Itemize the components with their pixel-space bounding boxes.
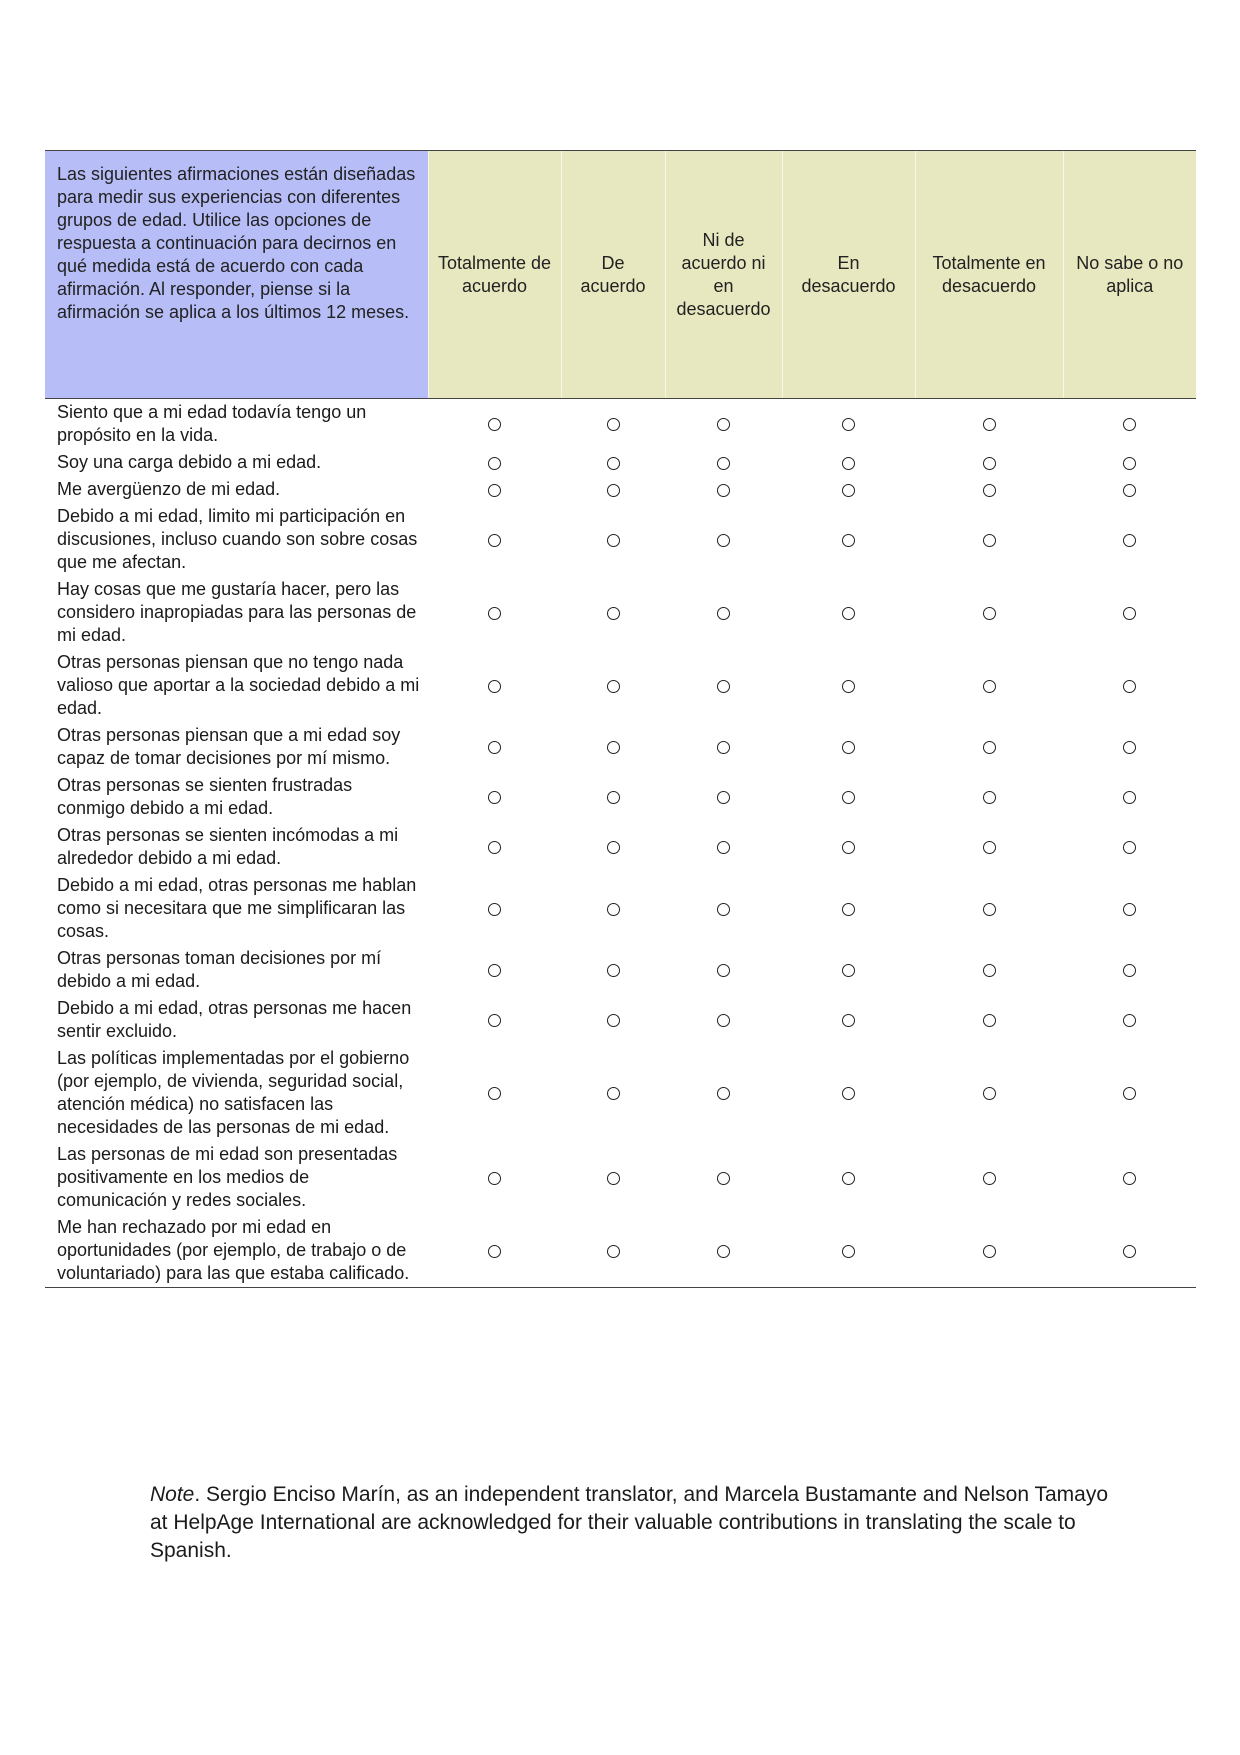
radio-circle-icon[interactable] [488, 680, 501, 693]
option-cell [1063, 872, 1196, 945]
radio-circle-icon[interactable] [607, 964, 620, 977]
note-text: . Sergio Enciso Marín, as an independent translator, and Marcela Bustamante and Nelson Tamayo at HelpAge International are acknowledged for their valuable contributions in translating the scale to Spanish. [150, 1483, 1109, 1562]
table-row [45, 872, 1196, 945]
option-cell [561, 503, 665, 576]
note-label: Note [150, 1483, 195, 1506]
option-cell [665, 945, 782, 995]
radio-circle-icon[interactable] [488, 607, 501, 620]
option-cell [1063, 995, 1196, 1045]
option-cell [665, 649, 782, 722]
option-cell [782, 772, 915, 822]
radio-circle-icon[interactable] [1123, 680, 1136, 693]
option-cell [1063, 503, 1196, 576]
radio-circle-icon[interactable] [842, 607, 855, 620]
radio-circle-icon[interactable] [607, 534, 620, 547]
radio-circle-icon[interactable] [488, 1172, 501, 1185]
radio-circle-icon[interactable] [717, 418, 730, 431]
footnote [150, 1481, 1110, 1565]
option-cell [915, 1141, 1063, 1214]
option-cell [665, 995, 782, 1045]
option-cell [561, 399, 665, 450]
statement-text: Soy una carga debido a mi edad. [57, 452, 322, 472]
option-cell [782, 449, 915, 476]
option-cell [665, 722, 782, 772]
radio-circle-icon[interactable] [488, 457, 501, 470]
radio-circle-icon[interactable] [983, 607, 996, 620]
radio-circle-icon[interactable] [842, 418, 855, 431]
option-cell [428, 576, 561, 649]
radio-circle-icon[interactable] [1123, 1245, 1136, 1258]
option-cell [915, 503, 1063, 576]
option-cell [1063, 576, 1196, 649]
radio-circle-icon[interactable] [983, 841, 996, 854]
option-cell [561, 945, 665, 995]
radio-circle-icon[interactable] [842, 1245, 855, 1258]
radio-circle-icon[interactable] [717, 457, 730, 470]
radio-circle-icon[interactable] [983, 418, 996, 431]
radio-circle-icon[interactable] [607, 484, 620, 497]
option-cell [561, 722, 665, 772]
radio-circle-icon[interactable] [488, 418, 501, 431]
radio-circle-icon[interactable] [488, 841, 501, 854]
option-cell [915, 822, 1063, 872]
option-cell [665, 822, 782, 872]
statement-text: Otras personas piensan que a mi edad soy capaz de tomar decisiones por mí mismo. [57, 725, 401, 768]
option-cell [428, 945, 561, 995]
statement-text: Me han rechazado por mi edad en oportunidades (por ejemplo, de trabajo o de voluntariado) para las que estaba calificado. [45, 1214, 428, 1288]
table-row [45, 995, 1196, 1045]
option-cell [665, 1045, 782, 1141]
radio-circle-icon[interactable] [717, 741, 730, 754]
option-cell [428, 1214, 561, 1288]
statement-text: Debido a mi edad, otras personas me hacen sentir excluido. [57, 998, 412, 1041]
option-cell [1063, 649, 1196, 722]
option-cell [915, 399, 1063, 450]
table-row [45, 945, 1196, 995]
option-cell [665, 772, 782, 822]
option-cell [665, 1214, 782, 1288]
radio-circle-icon[interactable] [842, 741, 855, 754]
radio-circle-icon[interactable] [1123, 1014, 1136, 1027]
option-cell [782, 1141, 915, 1214]
option-cell [782, 1214, 915, 1288]
radio-circle-icon[interactable] [1123, 841, 1136, 854]
option-cell [428, 822, 561, 872]
radio-circle-icon[interactable] [717, 1172, 730, 1185]
option-cell [782, 945, 915, 995]
radio-circle-icon[interactable] [607, 841, 620, 854]
statement-text: Las personas de mi edad son presentadas positivamente en los medios de comunicación y redes sociales. [57, 1144, 398, 1210]
option-cell [915, 649, 1063, 722]
option-cell [665, 872, 782, 945]
option-cell [561, 1045, 665, 1141]
radio-circle-icon[interactable] [983, 457, 996, 470]
radio-circle-icon[interactable] [717, 1087, 730, 1100]
statement-text: Hay cosas que me gustaría hacer, pero las considero inapropiadas para las personas de mi edad. [57, 579, 417, 645]
option-cell [1063, 945, 1196, 995]
radio-circle-icon[interactable] [607, 791, 620, 804]
radio-circle-icon[interactable] [717, 1014, 730, 1027]
radio-circle-icon[interactable] [488, 1014, 501, 1027]
radio-circle-icon[interactable] [983, 1172, 996, 1185]
radio-circle-icon[interactable] [842, 964, 855, 977]
statement-text: Otras personas se sienten incómodas a mi alrededor debido a mi edad. [57, 825, 399, 868]
table-row [45, 1045, 1196, 1141]
option-cell [665, 449, 782, 476]
option-cell [782, 722, 915, 772]
radio-circle-icon[interactable] [842, 680, 855, 693]
radio-circle-icon[interactable] [488, 1245, 501, 1258]
option-cell [915, 872, 1063, 945]
option-cell [1063, 1045, 1196, 1141]
table-row [45, 649, 1196, 722]
option-cell [561, 995, 665, 1045]
option-cell [915, 476, 1063, 503]
radio-circle-icon[interactable] [607, 680, 620, 693]
table-row [45, 1214, 1196, 1288]
radio-circle-icon[interactable] [488, 484, 501, 497]
radio-circle-icon[interactable] [607, 418, 620, 431]
radio-circle-icon[interactable] [717, 607, 730, 620]
option-cell [665, 399, 782, 450]
option-cell [428, 476, 561, 503]
statement-text: Otras personas toman decisiones por mí debido a mi edad. [57, 948, 382, 991]
option-cell [1063, 399, 1196, 450]
radio-circle-icon[interactable] [488, 534, 501, 547]
radio-circle-icon[interactable] [1123, 418, 1136, 431]
option-cell [915, 995, 1063, 1045]
radio-circle-icon[interactable] [488, 1087, 501, 1100]
option-cell [915, 772, 1063, 822]
instructions-cell: Las siguientes afirmaciones están diseñadas para medir sus experiencias con diferentes grupos de edad. Utilice las opciones de respuesta a continuación para decirnos en qué medida está de acuerdo con cada afirmación. Al responder, piense si la afirmación se aplica a los últimos 12 meses. [45, 151, 428, 399]
radio-circle-icon[interactable] [983, 964, 996, 977]
radio-circle-icon[interactable] [983, 903, 996, 916]
table-row [45, 476, 1196, 503]
table-row [45, 722, 1196, 772]
column-header: Totalmente en desacuerdo [915, 151, 1063, 399]
statement-text: Siento que a mi edad todavía tengo un propósito en la vida. [57, 402, 367, 445]
table-row [45, 576, 1196, 649]
option-cell [428, 995, 561, 1045]
radio-circle-icon[interactable] [607, 1172, 620, 1185]
statement-text: Las políticas implementadas por el gobierno (por ejemplo, de vivienda, seguridad social, atención médica) no satisfacen las necesidades de las personas de mi edad. [57, 1048, 410, 1137]
option-cell [428, 772, 561, 822]
option-cell [782, 503, 915, 576]
statement-text: Debido a mi edad, otras personas me hablan como si necesitara que me simplificaran las cosas. [57, 875, 417, 941]
radio-circle-icon[interactable] [488, 903, 501, 916]
table-row [45, 503, 1196, 576]
table-row [45, 772, 1196, 822]
header-row [45, 151, 1196, 399]
radio-circle-icon[interactable] [717, 964, 730, 977]
radio-circle-icon[interactable] [607, 1245, 620, 1258]
radio-circle-icon[interactable] [842, 841, 855, 854]
option-cell [1063, 822, 1196, 872]
radio-circle-icon[interactable] [488, 791, 501, 804]
radio-circle-icon[interactable] [1123, 484, 1136, 497]
radio-circle-icon[interactable] [983, 534, 996, 547]
column-header: No sabe o no aplica [1063, 151, 1196, 399]
option-cell [1063, 722, 1196, 772]
option-cell [1063, 476, 1196, 503]
radio-circle-icon[interactable] [717, 484, 730, 497]
column-header: En desacuerdo [782, 151, 915, 399]
radio-circle-icon[interactable] [1123, 534, 1136, 547]
option-cell [782, 872, 915, 945]
radio-circle-icon[interactable] [488, 741, 501, 754]
option-cell [428, 399, 561, 450]
table-row [45, 399, 1196, 450]
option-cell [915, 449, 1063, 476]
option-cell [782, 822, 915, 872]
radio-circle-icon[interactable] [488, 964, 501, 977]
radio-circle-icon[interactable] [1123, 1087, 1136, 1100]
option-cell [782, 399, 915, 450]
option-cell [915, 576, 1063, 649]
column-header: Totalmente de acuerdo [428, 151, 561, 399]
radio-circle-icon[interactable] [1123, 457, 1136, 470]
radio-circle-icon[interactable] [842, 903, 855, 916]
statement-text: Otras personas se sienten frustradas conmigo debido a mi edad. [57, 775, 353, 818]
option-cell [1063, 449, 1196, 476]
option-cell [561, 772, 665, 822]
option-cell [782, 1045, 915, 1141]
option-cell [665, 503, 782, 576]
radio-circle-icon[interactable] [983, 484, 996, 497]
radio-circle-icon[interactable] [717, 680, 730, 693]
option-cell [561, 449, 665, 476]
option-cell [561, 822, 665, 872]
radio-circle-icon[interactable] [607, 903, 620, 916]
option-cell [665, 476, 782, 503]
radio-circle-icon[interactable] [717, 903, 730, 916]
radio-circle-icon[interactable] [1123, 607, 1136, 620]
option-cell [428, 1045, 561, 1141]
radio-circle-icon[interactable] [607, 1014, 620, 1027]
radio-circle-icon[interactable] [1123, 1172, 1136, 1185]
radio-circle-icon[interactable] [842, 1172, 855, 1185]
option-cell [428, 649, 561, 722]
radio-circle-icon[interactable] [607, 741, 620, 754]
option-cell [561, 476, 665, 503]
radio-circle-icon[interactable] [607, 1087, 620, 1100]
table-row [45, 822, 1196, 872]
option-cell [561, 649, 665, 722]
radio-circle-icon[interactable] [842, 534, 855, 547]
table-row [45, 449, 1196, 476]
radio-circle-icon[interactable] [607, 607, 620, 620]
option-cell [1063, 772, 1196, 822]
radio-circle-icon[interactable] [607, 457, 620, 470]
statement-text: Otras personas piensan que no tengo nada valioso que aportar a la sociedad debido a mi edad. [57, 652, 420, 718]
radio-circle-icon[interactable] [1123, 964, 1136, 977]
option-cell [561, 872, 665, 945]
option-cell [915, 722, 1063, 772]
radio-circle-icon[interactable] [983, 680, 996, 693]
radio-circle-icon[interactable] [1123, 903, 1136, 916]
radio-circle-icon[interactable] [842, 457, 855, 470]
radio-circle-icon[interactable] [983, 1087, 996, 1100]
option-cell [1063, 1214, 1196, 1288]
option-cell [915, 1045, 1063, 1141]
statement-text: Me avergüenzo de mi edad. [57, 479, 281, 499]
option-cell [665, 576, 782, 649]
option-cell [1063, 1141, 1196, 1214]
radio-circle-icon[interactable] [842, 1087, 855, 1100]
option-cell [428, 449, 561, 476]
option-cell [561, 576, 665, 649]
column-header: Ni de acuerdo ni en desacuerdo [665, 151, 782, 399]
radio-circle-icon[interactable] [1123, 791, 1136, 804]
option-cell [428, 872, 561, 945]
option-cell [782, 649, 915, 722]
radio-circle-icon[interactable] [717, 791, 730, 804]
option-cell [428, 1141, 561, 1214]
table-row [45, 1141, 1196, 1214]
radio-circle-icon[interactable] [983, 741, 996, 754]
survey-table [45, 150, 1196, 1288]
radio-circle-icon[interactable] [983, 791, 996, 804]
statement-text: Debido a mi edad, limito mi participación en discusiones, incluso cuando son sobre cosas que me afectan. [57, 506, 418, 572]
option-cell [428, 503, 561, 576]
radio-circle-icon[interactable] [1123, 741, 1136, 754]
radio-circle-icon[interactable] [717, 841, 730, 854]
option-cell [665, 1141, 782, 1214]
option-cell [561, 1214, 665, 1288]
radio-circle-icon[interactable] [842, 484, 855, 497]
column-header: De acuerdo [561, 151, 665, 399]
option-cell [782, 576, 915, 649]
radio-circle-icon[interactable] [842, 791, 855, 804]
option-cell [561, 1141, 665, 1214]
radio-circle-icon[interactable] [717, 534, 730, 547]
option-cell [428, 722, 561, 772]
option-cell [782, 476, 915, 503]
radio-circle-icon[interactable] [983, 1014, 996, 1027]
option-cell [915, 945, 1063, 995]
radio-circle-icon[interactable] [717, 1245, 730, 1258]
option-cell [782, 995, 915, 1045]
option-cell [915, 1214, 1063, 1288]
radio-circle-icon[interactable] [842, 1014, 855, 1027]
radio-circle-icon[interactable] [983, 1245, 996, 1258]
